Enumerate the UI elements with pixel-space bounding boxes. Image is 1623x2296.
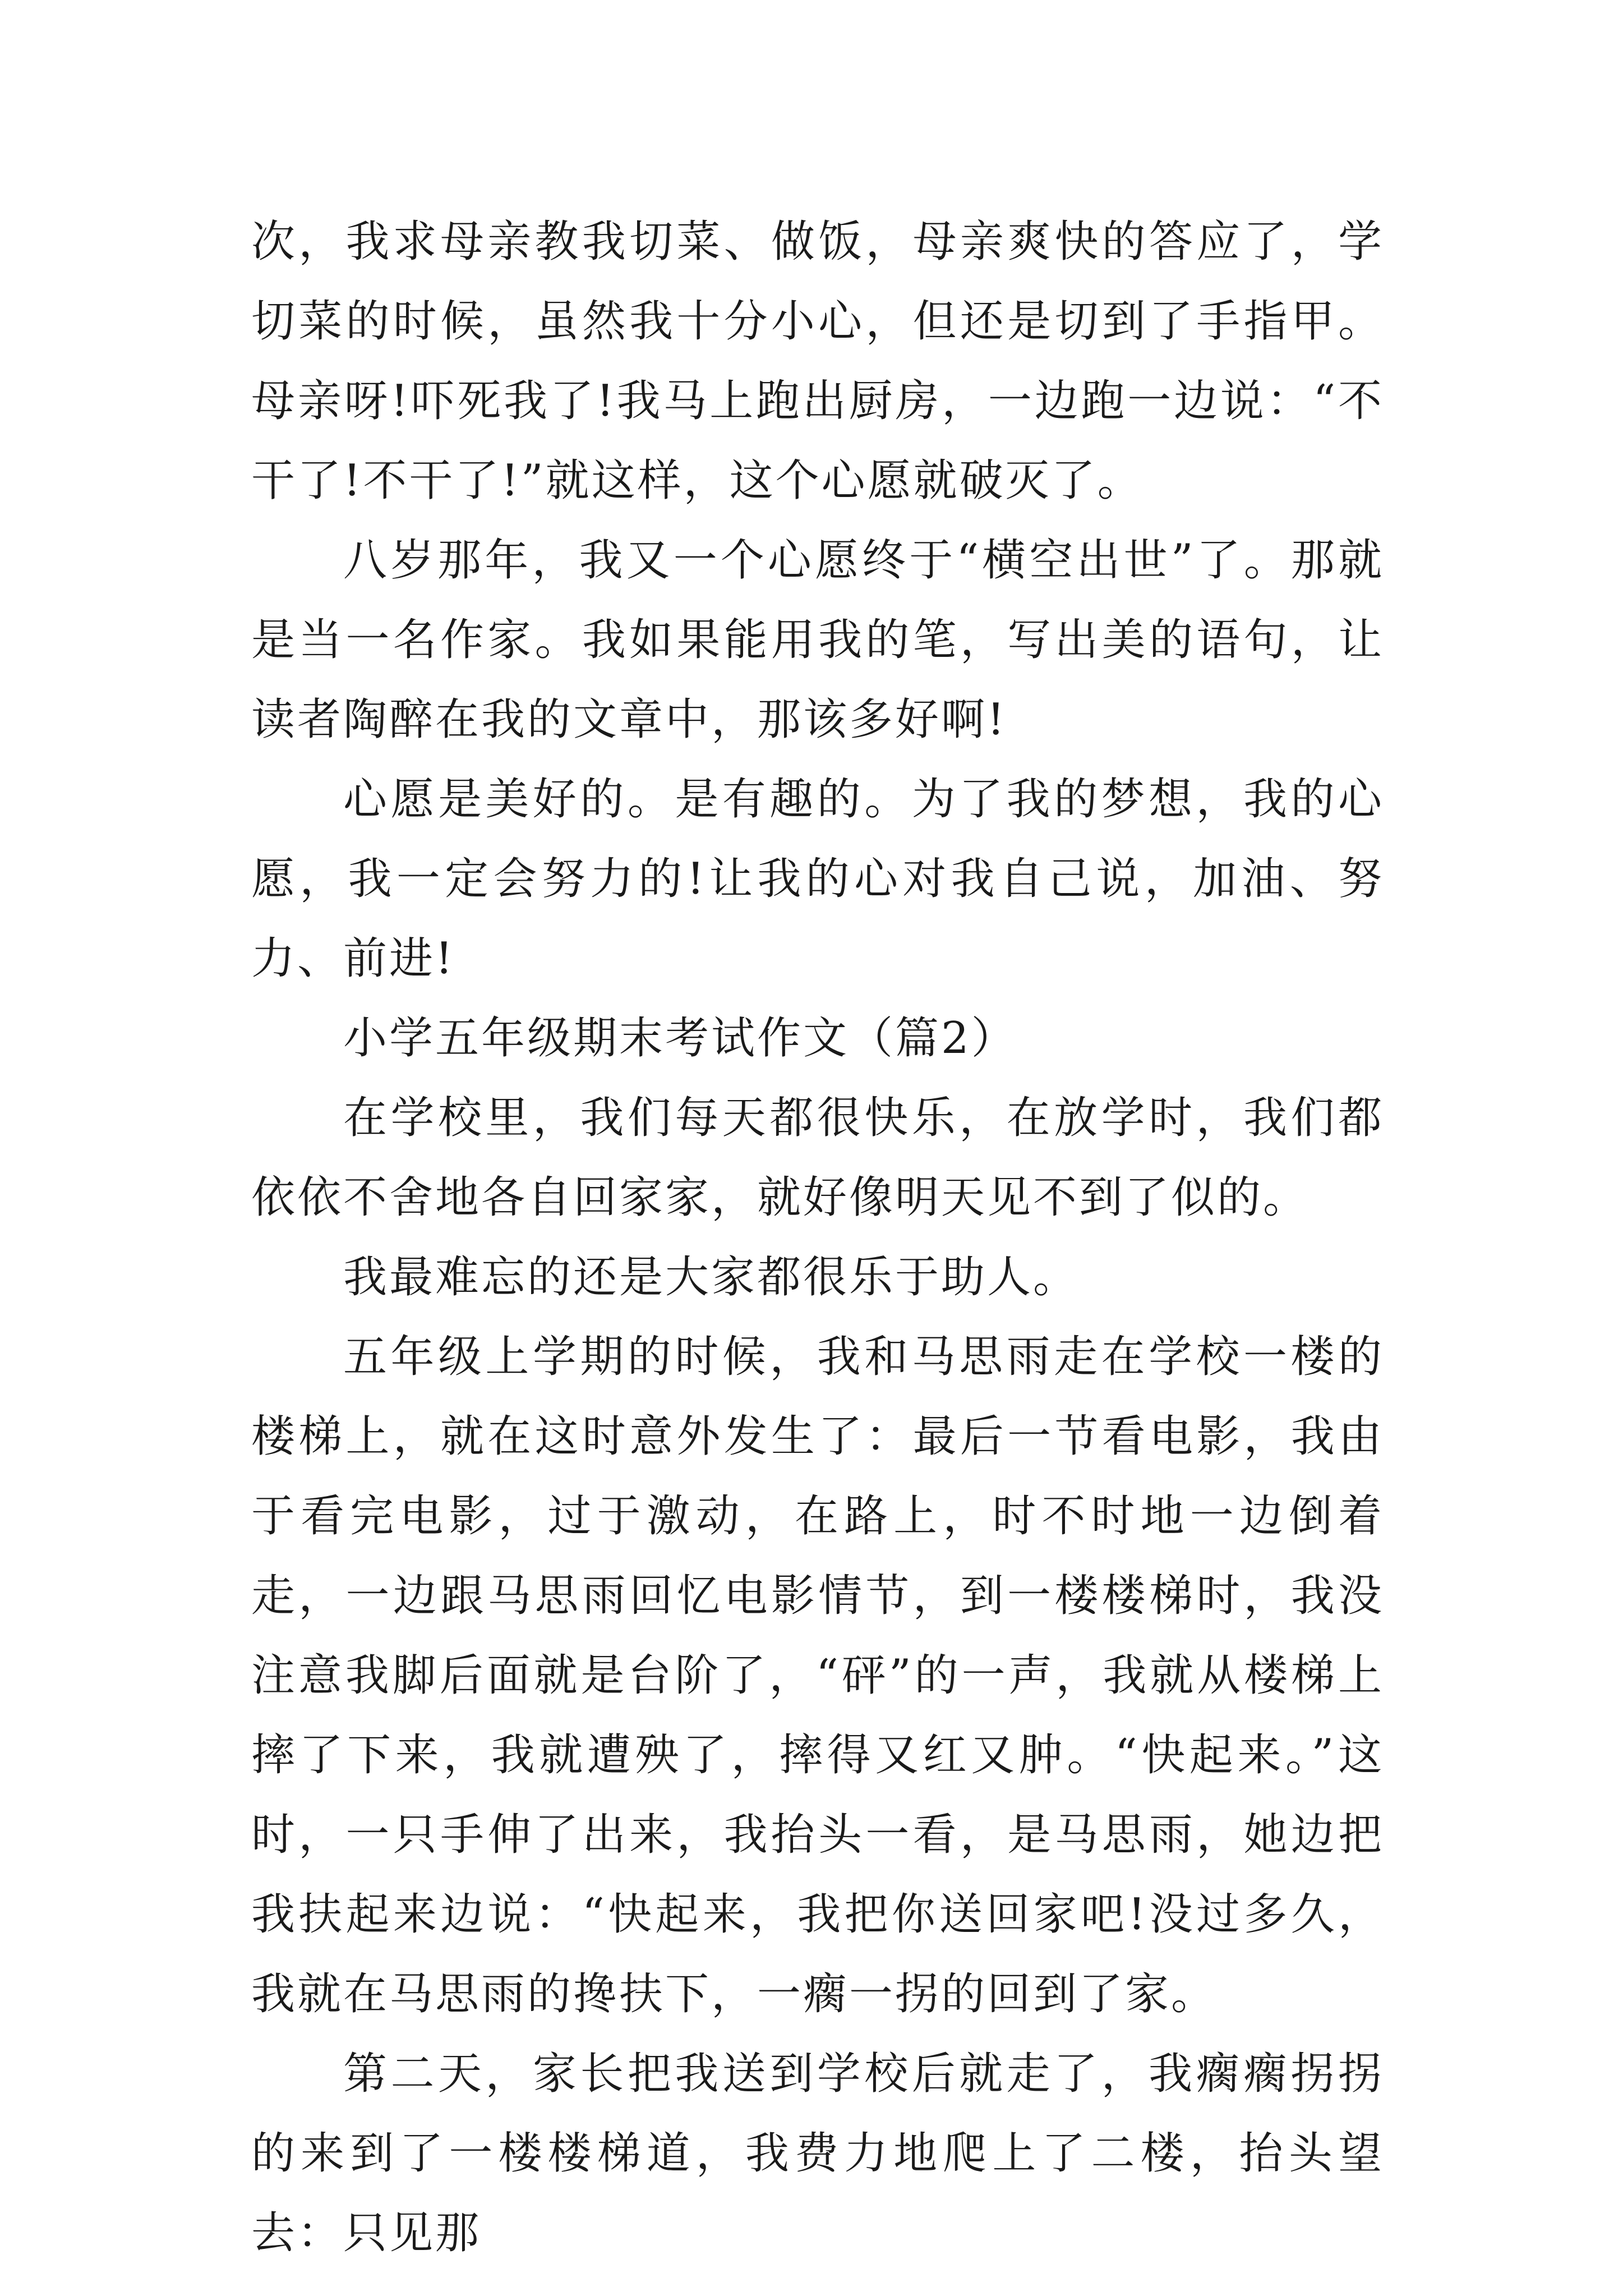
paragraph-4: 在学校里，我们每天都很快乐，在放学时，我们都依依不舍地各自回家家，就好像明天见不到了似的。 [251, 1093, 1384, 1223]
paragraph-6: 五年级上学期的时候，我和马思雨走在学校一楼的楼梯上，就在这时意外发生了：最后一节看电影，我由于看完电影，过于激动，在路上，时不时地一边倒着走，一边跟马思雨回忆电影情节，到一楼楼梯时，我没注意我脚后面就是台阶了，“砰”的一声，我就从楼梯上摔了下来，我就遭殃了，摔得又红又肿。“快起来。”这时，一只手伸了出来，我抬头一看，是马思雨，她边把我扶起来边说：“快起来，我把你送回家吧!没过多久，我就在马思雨的搀扶下，一瘸一拐的回到了家。 [251, 1332, 1384, 2019]
section-heading: 小学五年级期末考试作文（篇2） [343, 1013, 1017, 1064]
paragraph-5: 我最难忘的还是大家都很乐于助人。 [343, 1252, 1080, 1303]
paragraph-3: 心愿是美好的。是有趣的。为了我的梦想，我的心愿，我一定会努力的!让我的心对我自己说，加油、努力、前进! [251, 774, 1384, 984]
document-body [251, 202, 1384, 2273]
paragraph-2: 八岁那年，我又一个心愿终于“横空出世”了。那就是当一名作家。我如果能用我的笔，写出美的语句，让读者陶醉在我的文章中，那该多好啊! [251, 535, 1384, 745]
paragraph-7: 第二天，家长把我送到学校后就走了，我瘸瘸拐拐的来到了一楼楼梯道，我费力地爬上了二楼，抬头望去：只见那 [251, 2049, 1384, 2258]
paragraph-1: 次，我求母亲教我切菜、做饭，母亲爽快的答应了，学切菜的时候，虽然我十分小心，但还是切到了手指甲。母亲呀!吓死我了!我马上跑出厨房，一边跑一边说：“不干了!不干了!”就这样，这个心愿就破灭了。 [251, 217, 1384, 506]
